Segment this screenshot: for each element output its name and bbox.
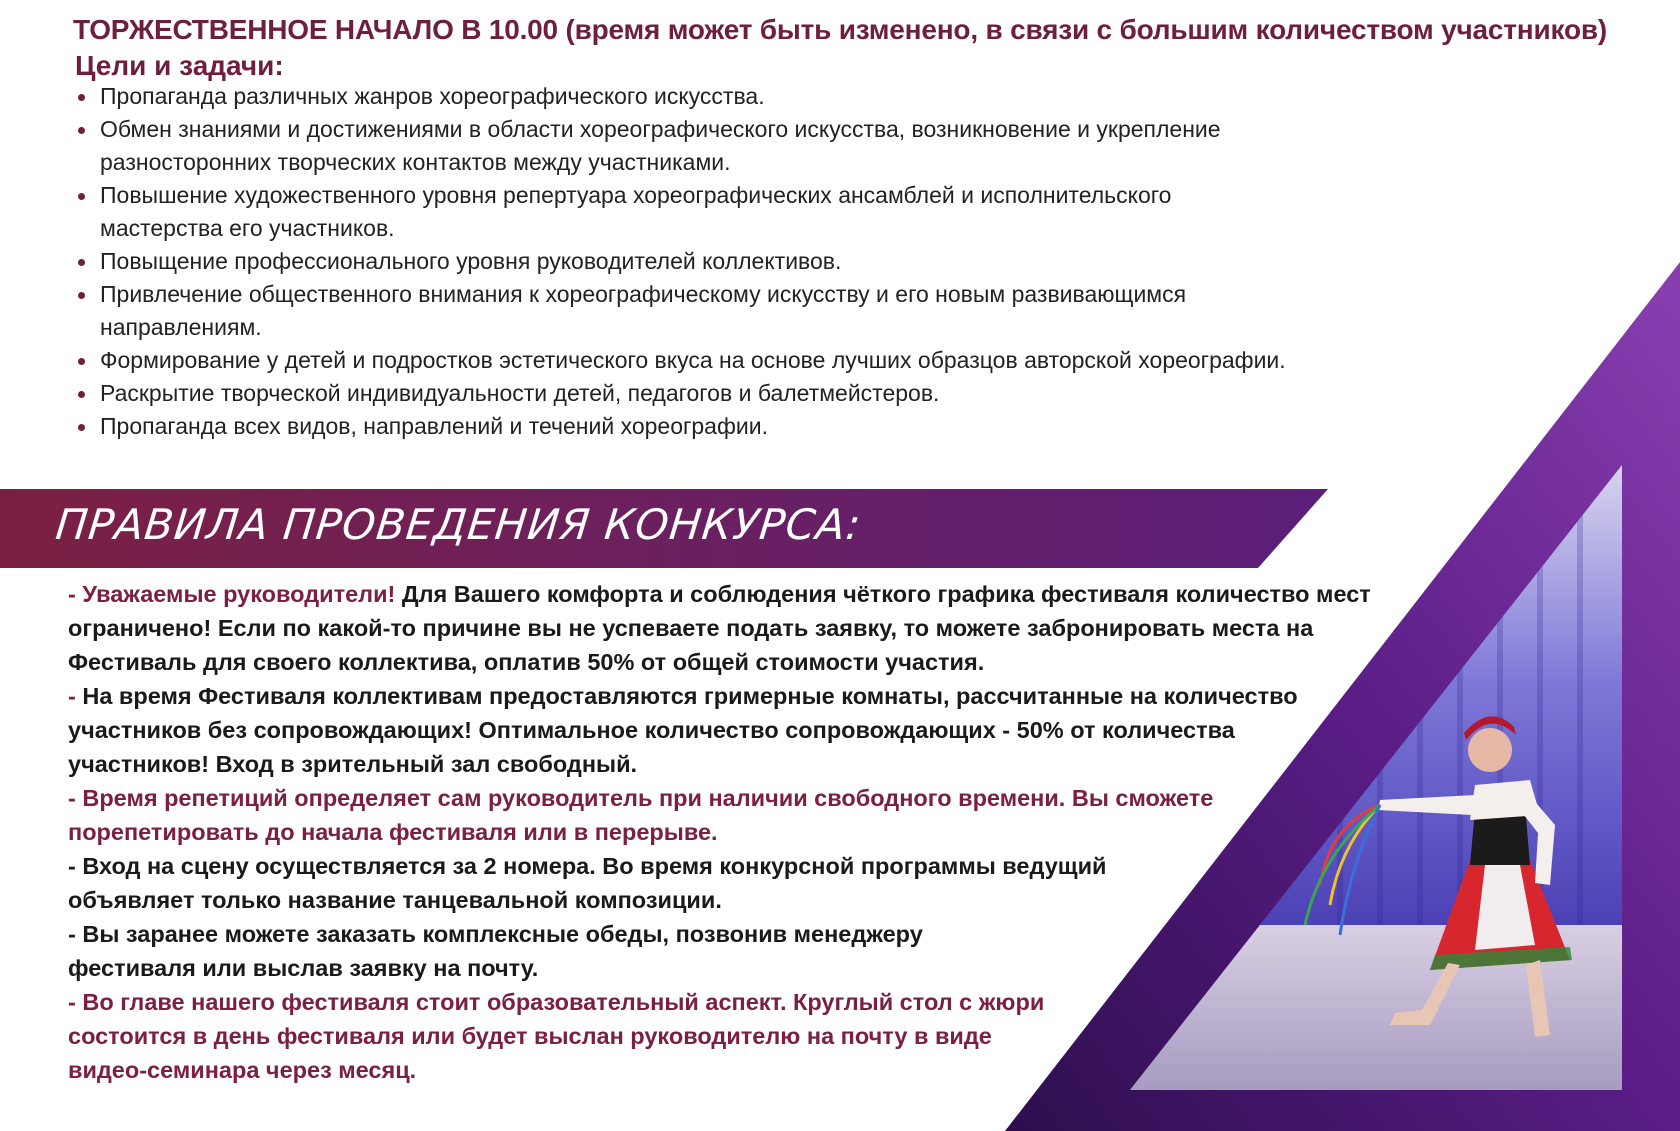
goal-item (78, 113, 1298, 179)
rule-item (68, 577, 1408, 679)
goal-item (78, 377, 1298, 410)
goal-text: Пропаганда различных жанров хореографического искусства. (100, 83, 765, 109)
bullet-icon (78, 391, 85, 398)
goal-text: Раскрытие творческой индивидуальности детей, педагогов и балетмейстеров. (100, 380, 940, 406)
goal-text: Повышение художественного уровня репертуара хореографических ансамблей и исполнительского мастерства его участников. (100, 182, 1172, 241)
rule-text: - Время репетиций определяет сам руководитель при наличии свободного времени. Вы сможете (68, 785, 1214, 811)
event-start-headline: ТОРЖЕСТВЕННОЕ НАЧАЛО В 10.00 (время может быть изменено, в связи с большим количеством участников) (73, 14, 1608, 45)
rules-banner-title: ПРАВИЛА ПРОВЕДЕНИЯ КОНКУРСА: (53, 500, 864, 549)
rule-text: участников! Вход в зрительный зал свободный. (68, 751, 638, 777)
rule-text: ограничено! Если по какой-то причине вы не успеваете подать заявку, то можете забронировать места на (68, 615, 1314, 641)
goals-title: Цели и задачи: (75, 50, 284, 81)
bullet-icon (78, 127, 85, 134)
goal-item (78, 344, 1298, 377)
rule-item (68, 849, 1408, 917)
bullet-icon (78, 94, 85, 101)
bullet-icon (78, 292, 85, 299)
rule-item (68, 679, 1408, 781)
goal-item (78, 245, 1298, 278)
goal-text: Привлечение общественного внимания к хореографическому искусству и его новым развивающимся направлениям. (100, 281, 1187, 340)
rules-section (68, 577, 1408, 1087)
rule-text: На время Фестиваля коллективам предоставляются гримерные комнаты, рассчитанные на количество (75, 683, 1298, 709)
goal-text: Обмен знаниями и достижениями в области хореографического искусства, возникновение и укрепление разносторонних творческих контактов между участниками. (100, 116, 1221, 175)
rule-text: - Вы заранее можете заказать комплексные обеды, позвонив менеджеру (68, 921, 923, 947)
goal-item (78, 80, 1298, 113)
rule-dash: - (68, 683, 76, 709)
goal-item (78, 179, 1298, 245)
bullet-icon (78, 358, 85, 365)
rule-text: видео-семинара через месяц. (68, 1057, 417, 1083)
rule-text: фестиваля или выслав заявку на почту. (68, 955, 539, 981)
rule-item (68, 985, 1408, 1087)
rule-text: состоится в день фестиваля или будет выслан руководителю на почту в виде (68, 1023, 992, 1049)
rule-accent-text: - Уважаемые руководители! (68, 581, 396, 607)
goal-text: Формирование у детей и подростков эстетического вкуса на основе лучших образцов авторской хореографии. (100, 347, 1286, 373)
goals-list (78, 80, 1298, 443)
goal-item (78, 410, 1298, 443)
rule-item (68, 781, 1408, 849)
rule-text: Фестиваль для своего коллектива, оплатив 50% от общей стоимости участия. (68, 649, 985, 675)
rule-text: объявляет только название танцевальной композиции. (68, 887, 722, 913)
goal-text: Повыщение профессионального уровня руководителей коллективов. (100, 248, 842, 274)
bullet-icon (78, 424, 85, 431)
goal-item (78, 278, 1298, 344)
rule-text: порепетировать до начала фестиваля или в перерыве. (68, 819, 718, 845)
bullet-icon (78, 259, 85, 266)
rule-item (68, 917, 1408, 985)
rule-text: - Во главе нашего фестиваля стоит образовательный аспект. Круглый стол с жюри (68, 989, 1045, 1015)
rule-text: - Вход на сцену осуществляется за 2 номера. Во время конкурсной программы ведущий (68, 853, 1107, 879)
bullet-icon (78, 193, 85, 200)
rule-text: участников без сопровождающих! Оптимальное количество сопровождающих - 50% от количества (68, 717, 1235, 743)
goal-text: Пропаганда всех видов, направлений и течений хореографии. (100, 413, 768, 439)
rule-text: Для Вашего комфорта и соблюдения чёткого графика фестиваля количество мест (395, 581, 1371, 607)
